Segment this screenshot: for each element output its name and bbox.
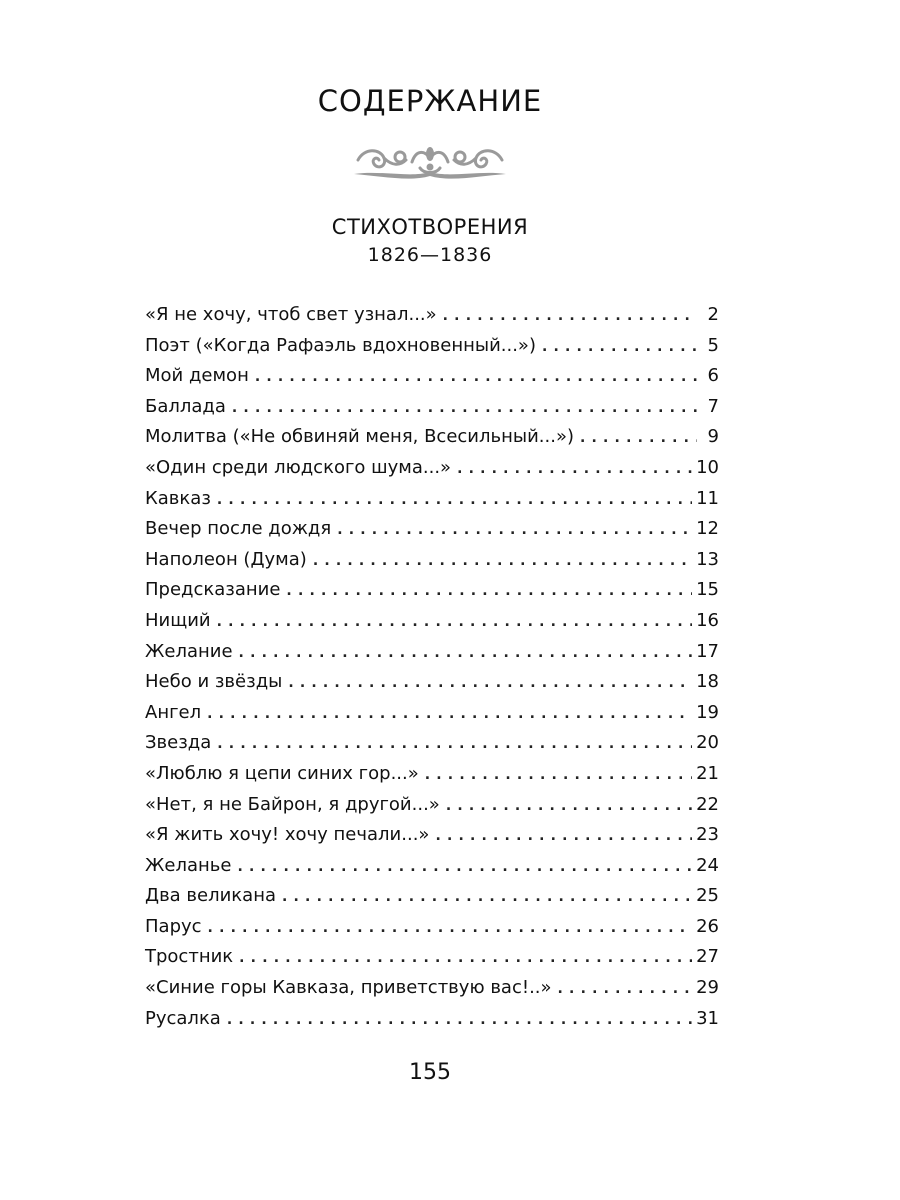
toc-entry-page: 26 (696, 915, 719, 937)
toc-dot-leader (239, 943, 692, 974)
toc-dot-leader (288, 668, 692, 699)
toc-entry-title: Желанье (145, 854, 232, 876)
toc-entry-page: 13 (696, 548, 719, 570)
toc-entry (145, 698, 719, 729)
toc-entry-title: Русалка (145, 1007, 221, 1029)
toc-dot-leader (227, 1005, 692, 1036)
toc-dot-leader (237, 852, 692, 883)
toc-entry (145, 728, 719, 759)
toc-entry-page: 27 (696, 946, 719, 968)
toc-dot-leader (286, 576, 692, 607)
toc-entry-title: «Один среди людского шума...» (145, 456, 452, 478)
toc-dot-leader (435, 821, 692, 852)
toc-entry-page: 7 (707, 395, 719, 417)
decorative-scroll-ornament-icon (350, 140, 510, 182)
toc-entry-page: 17 (696, 640, 719, 662)
toc-entry-title: Звезда (145, 732, 212, 754)
toc-entry (145, 545, 719, 576)
toc-dot-leader (207, 699, 692, 730)
toc-entry-page: 29 (696, 977, 719, 999)
toc-entry (145, 453, 719, 484)
toc-entry (145, 422, 719, 453)
toc-entry-page: 23 (696, 824, 719, 846)
toc-entry-title: «Я не хочу, чтоб свет узнал...» (145, 304, 437, 325)
toc-entry (145, 759, 719, 790)
toc-dot-leader (457, 454, 692, 485)
toc-dot-leader (282, 882, 692, 913)
toc-entry (145, 973, 719, 1004)
toc-dot-leader (255, 362, 697, 393)
page-title: СОДЕРЖАНИЕ (317, 84, 543, 118)
toc-dot-leader (313, 546, 692, 577)
toc-entry-page: 25 (696, 885, 719, 907)
toc-dot-leader (208, 913, 693, 944)
toc-entry-title: Небо и звёзды (145, 671, 283, 693)
toc-entry-page: 5 (707, 334, 719, 356)
toc-entry-page: 20 (696, 732, 719, 754)
toc-dot-leader (558, 974, 693, 1005)
toc-entry (145, 637, 719, 668)
toc-entry-page: 9 (707, 426, 719, 448)
toc-entry (145, 606, 719, 637)
page-number: 155 (409, 1060, 451, 1085)
toc-entry-title: Нищий (145, 609, 211, 631)
toc-entry-title: Наполеон (Дума) (145, 548, 307, 570)
toc-entry-page: 12 (696, 518, 719, 540)
toc-entry-title: Поэт («Когда Рафаэль вдохновенный...») (145, 334, 536, 356)
toc-entry-title: Два великана (145, 885, 277, 907)
toc-dot-leader (542, 332, 697, 363)
toc-entry (145, 331, 719, 362)
toc-entry-page: 18 (696, 671, 719, 693)
toc-entry (145, 667, 719, 698)
section-title: СТИХОТВОРЕНИЯ (331, 215, 529, 239)
toc-entry-title: Баллада (145, 395, 226, 417)
table-of-contents (145, 300, 719, 1034)
toc-entry-page: 24 (696, 854, 719, 876)
toc-dot-leader (425, 760, 692, 791)
toc-dot-leader (217, 485, 692, 516)
toc-entry (145, 300, 719, 331)
toc-entry-title: «Люблю я цепи синих гор...» (145, 762, 419, 784)
toc-entry-page: 22 (696, 793, 719, 815)
toc-entry-title: Тростник (145, 946, 234, 968)
toc-entry-title: Желание (145, 640, 233, 662)
toc-entry-page: 6 (707, 365, 719, 387)
toc-entry-title: Предсказание (145, 579, 281, 601)
toc-entry (145, 881, 719, 912)
toc-entry-title: «Я жить хочу! хочу печали...» (145, 824, 430, 846)
toc-dot-leader (217, 607, 693, 638)
toc-entry-page: 11 (696, 487, 719, 509)
toc-dot-leader (580, 423, 697, 454)
toc-dot-leader (232, 393, 697, 424)
toc-entry-page: 10 (696, 456, 719, 478)
toc-entry (145, 820, 719, 851)
toc-entry-title: «Нет, я не Байрон, я другой...» (145, 793, 440, 815)
toc-entry-page: 19 (696, 701, 719, 723)
toc-entry-title: Парус (145, 915, 202, 937)
toc-entry-title: Кавказ (145, 487, 211, 509)
toc-entry (145, 484, 719, 515)
toc-entry (145, 942, 719, 973)
toc-entry (145, 1004, 719, 1035)
toc-dot-leader (239, 638, 693, 669)
toc-entry-title: Вечер после дождя (145, 518, 332, 540)
toc-entry (145, 851, 719, 882)
toc-dot-leader (217, 729, 692, 760)
toc-entry (145, 575, 719, 606)
toc-entry (145, 361, 719, 392)
toc-dot-leader (446, 791, 692, 822)
toc-entry-title: «Синие горы Кавказа, приветствую вас!..» (145, 977, 552, 999)
section-years: 1826—1836 (367, 244, 493, 266)
toc-entry-title: Мой демон (145, 365, 249, 387)
toc-dot-leader (337, 515, 692, 546)
toc-entry-page: 2 (707, 304, 719, 325)
toc-entry (145, 514, 719, 545)
toc-dot-leader (443, 301, 697, 332)
toc-entry (145, 790, 719, 821)
toc-entry-page: 16 (696, 609, 719, 631)
toc-entry-page: 15 (696, 579, 719, 601)
toc-entry-title: Молитва («Не обвиняй меня, Всесильный...») (145, 426, 574, 448)
toc-entry-title: Ангел (145, 701, 202, 723)
toc-entry-page: 31 (696, 1007, 719, 1029)
toc-entry (145, 392, 719, 423)
toc-entry (145, 912, 719, 943)
toc-entry-page: 21 (696, 762, 719, 784)
